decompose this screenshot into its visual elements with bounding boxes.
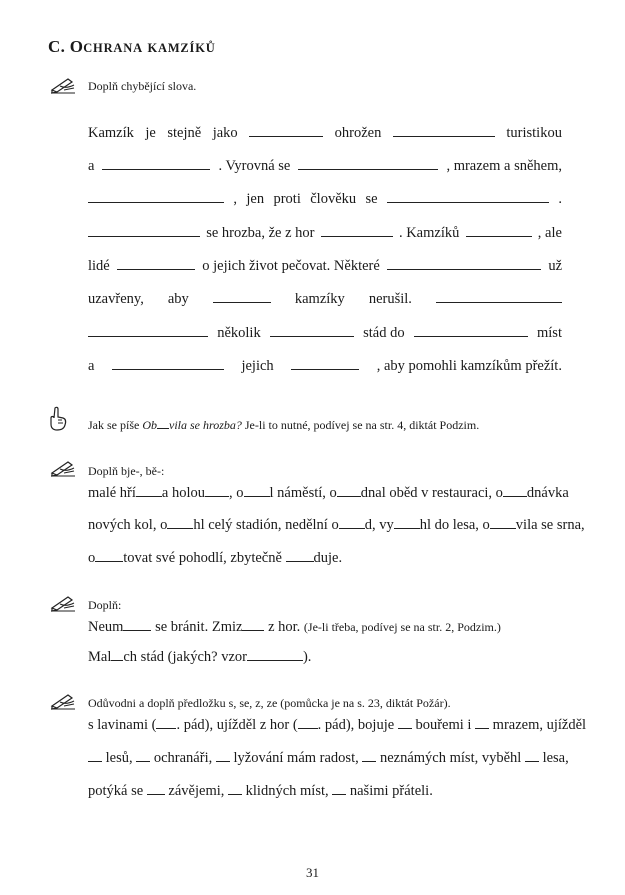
ex4-instruction: Odůvodni a doplň předložku s, se, z, ze (pomůcka je na s. 23, diktát Požár). — [88, 696, 451, 710]
word: jejich — [241, 358, 274, 374]
ex1-line-4 — [88, 224, 562, 246]
word: , mrazem a sněhem, — [446, 158, 562, 174]
word: a — [88, 158, 95, 174]
blank[interactable] — [387, 190, 549, 203]
word: se — [365, 191, 378, 207]
blank[interactable] — [337, 484, 361, 497]
word: turistikou — [506, 125, 562, 141]
ex4-line-1 — [88, 716, 587, 738]
blank[interactable] — [503, 484, 527, 497]
blank[interactable] — [466, 224, 532, 237]
blank[interactable] — [298, 157, 438, 170]
word: . Vyrovná se — [218, 158, 291, 174]
blank[interactable] — [228, 782, 242, 795]
note-pre: Jak se píše — [88, 418, 143, 432]
words: Neum se bránit. Zmiz z hor. (Je-li třeba, podívej se na str. 2, Podzim.) — [88, 619, 501, 635]
blank[interactable] — [394, 516, 420, 529]
words: o tovat své pohodlí, zbytečně duje. — [88, 550, 343, 566]
word: člověku — [310, 191, 357, 207]
word: kamzíky — [294, 291, 345, 307]
word: proti — [273, 191, 301, 207]
blank[interactable] — [387, 257, 541, 270]
blank[interactable] — [167, 516, 193, 529]
blank[interactable] — [490, 516, 516, 529]
note-ital1: Ob — [142, 418, 157, 432]
word: . Kamzíků — [398, 225, 460, 241]
word: aby — [167, 291, 189, 307]
blank[interactable] — [298, 716, 318, 729]
blank[interactable] — [339, 516, 365, 529]
word: . — [558, 191, 562, 207]
ex4-line-3 — [88, 782, 562, 804]
word: se hrozba, že z hor — [206, 225, 315, 241]
word: , — [233, 191, 237, 207]
word: , aby pomohli kamzíkům přežít. — [376, 358, 562, 374]
blank[interactable] — [398, 716, 412, 729]
ex2-line-3 — [88, 549, 562, 571]
blank[interactable] — [111, 648, 123, 661]
ex3-hint: (Je-li třeba, podívej se na str. 2, Podzim.) — [303, 620, 501, 634]
blank[interactable] — [123, 618, 151, 631]
ex2-line-2 — [88, 516, 585, 538]
blank[interactable] — [95, 549, 123, 562]
word: a — [88, 358, 95, 374]
ex1-line-1 — [88, 124, 562, 146]
word: jen — [246, 191, 265, 207]
note-ital2: vila se hrozba? — [169, 418, 242, 432]
blank[interactable] — [242, 618, 264, 631]
blank[interactable] — [286, 549, 314, 562]
word: několik — [217, 325, 261, 341]
ex2-instruction: Doplň bje-, bě-: — [88, 464, 165, 478]
ex1-line-8 — [88, 357, 562, 379]
ex1-line-7 — [88, 324, 562, 346]
ex3-line-2 — [88, 648, 562, 670]
ex3-instruction: Doplň: — [88, 598, 122, 612]
blank[interactable] — [136, 484, 162, 497]
blank[interactable] — [332, 782, 346, 795]
spelling-note — [88, 418, 479, 433]
blank[interactable] — [362, 749, 376, 762]
word: nerušil. — [368, 291, 412, 307]
page-number: 31 — [306, 865, 319, 880]
word: jako — [212, 125, 238, 141]
word: ohrožen — [334, 125, 382, 141]
word: a holou , o l náměstí, o dnal oběd v restauraci, o dnávka — [161, 485, 569, 501]
blank[interactable] — [88, 224, 200, 237]
ex3-line-1 — [88, 618, 562, 640]
blank[interactable] — [88, 190, 224, 203]
blank[interactable] — [205, 484, 229, 497]
ex4-line-2 — [88, 749, 569, 771]
ex1-line-3 — [88, 190, 562, 212]
blank[interactable] — [270, 324, 354, 337]
blank[interactable] — [249, 124, 323, 137]
blank[interactable] — [291, 357, 359, 370]
word: o jejich život pečovat. Některé — [202, 258, 380, 274]
word: malé hří — [88, 484, 162, 502]
word: stád do — [363, 325, 405, 341]
ex1-instruction: Doplň chybějící slova. — [88, 79, 197, 93]
blank[interactable] — [136, 749, 150, 762]
blank[interactable] — [244, 484, 270, 497]
ex1-line-6 — [88, 290, 562, 312]
word: je — [145, 125, 156, 141]
pencil-hand-icon — [50, 692, 76, 710]
blank[interactable] — [216, 749, 230, 762]
ex2-line-1 — [88, 484, 569, 506]
pencil-hand-icon — [50, 76, 76, 94]
word: už — [548, 258, 562, 274]
blank[interactable] — [147, 782, 165, 795]
heading-letter: C. — [48, 37, 66, 56]
blank[interactable] — [247, 648, 303, 661]
section-heading — [48, 37, 216, 57]
heading-first: O — [69, 37, 84, 56]
ex1-line-5 — [88, 257, 562, 279]
pencil-hand-icon — [50, 594, 76, 612]
ex1-line-2 — [88, 157, 562, 179]
blank[interactable] — [117, 257, 195, 270]
word: , ale — [537, 225, 562, 241]
blank[interactable] — [436, 290, 562, 303]
blank[interactable] — [88, 749, 102, 762]
blank[interactable] — [156, 716, 176, 729]
blank[interactable] — [475, 716, 489, 729]
words: lesů, ochranáři, lyžování mám radost, neznámých míst, vyběhl lesa, — [88, 749, 569, 767]
words: potýká se závějemi, klidných míst, našimi přáteli. — [88, 783, 433, 799]
blank[interactable] — [213, 290, 271, 303]
blank[interactable] — [525, 749, 539, 762]
word: uzavřeny, — [88, 291, 144, 307]
words: nových kol, o hl celý stadión, nedělní o d, vy hl do lesa, o vila se srna, — [88, 517, 585, 533]
word: lidé — [88, 258, 110, 274]
heading-word2: KAMZÍKŮ — [147, 41, 216, 55]
blank[interactable] — [393, 124, 495, 137]
word: stejně — [167, 125, 202, 141]
word: míst — [537, 325, 562, 341]
pointing-finger-icon — [46, 406, 68, 432]
word: Kamzík — [88, 125, 134, 141]
blank[interactable] — [88, 324, 208, 337]
blank[interactable] — [112, 357, 224, 370]
pencil-hand-icon — [50, 459, 76, 477]
blank[interactable] — [157, 418, 169, 429]
heading-rest: CHRANA — [83, 41, 143, 55]
words: s lavinami ( . pád), ujížděl z hor ( . pád), bojuje bouřemi i mrazem, ujížděl — [88, 717, 587, 733]
blank[interactable] — [321, 224, 393, 237]
blank[interactable] — [102, 157, 210, 170]
note-post: Je-li to nutné, podívej se na str. 4, diktát Podzim. — [241, 418, 480, 432]
words: Mal ch stád (jakých? vzor ). — [88, 649, 312, 665]
blank[interactable] — [414, 324, 528, 337]
